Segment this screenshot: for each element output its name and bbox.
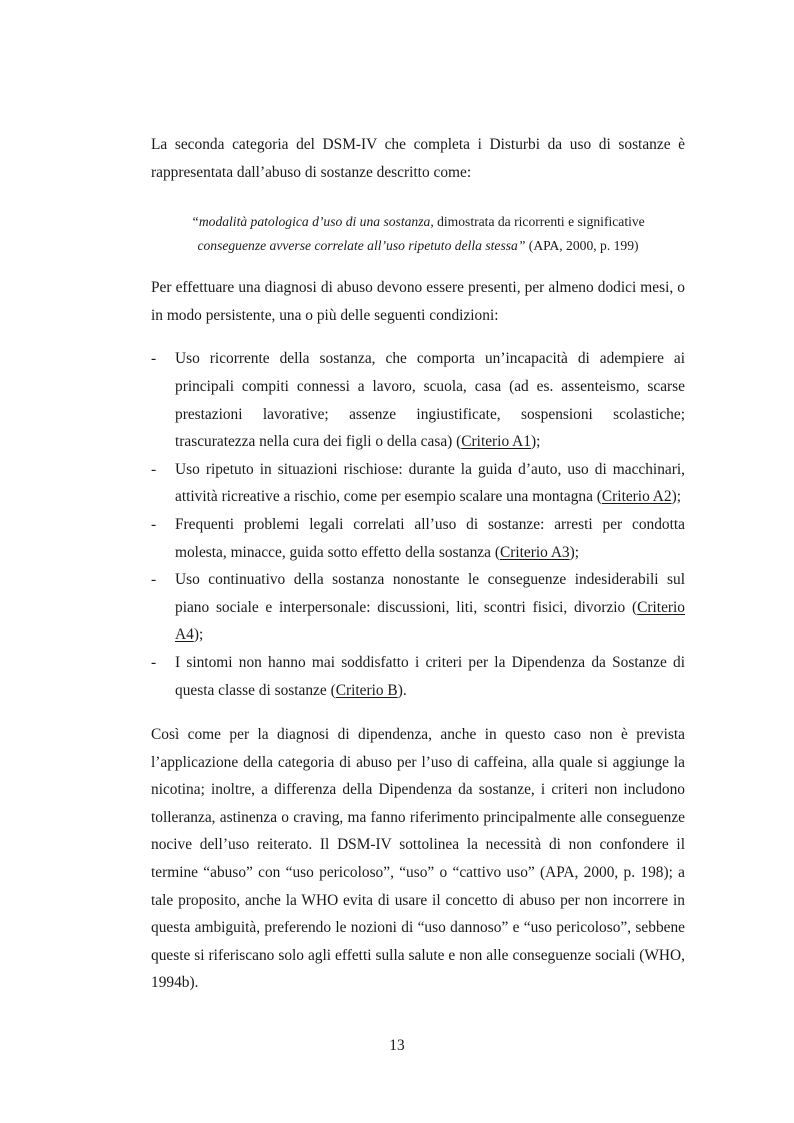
list-item-text: Frequenti problemi legali correlati all’uso di sostanze: arresti per condotta molesta, minacce, guida sotto effetto della sostanza ( bbox=[175, 515, 685, 561]
list-item-suffix: ); bbox=[671, 488, 681, 506]
list-item bbox=[151, 511, 685, 566]
criterion-link[interactable]: Criterio A4 bbox=[175, 598, 685, 644]
criterion-link[interactable]: Criterio B bbox=[335, 681, 398, 699]
page-number: 13 bbox=[389, 1037, 405, 1054]
list-bullet: - bbox=[151, 460, 157, 478]
list-item bbox=[151, 566, 685, 649]
list-bullet: - bbox=[151, 571, 157, 589]
list-item-text: Uso ricorrente della sostanza, che comporta un’incapacità di adempiere ai principali compiti connessi a lavoro, scuola, casa (ad es. assenteismo, scarse prestazioni lavorative; assenze ingiustificate, sospensioni scolastiche; trascuratezza nella cura dei figli o della casa) ( bbox=[175, 350, 685, 451]
block-quote bbox=[151, 210, 685, 258]
list-bullet: - bbox=[151, 653, 157, 671]
criterion-link[interactable]: Criterio A2 bbox=[601, 488, 672, 506]
criterion-link[interactable]: Criterio A3 bbox=[499, 543, 570, 561]
list-item-text: Uso ripetuto in situazioni rischiose: durante la guida d’auto, uso di macchinari, attività ricreative a rischio, come per esempio scalare una montagna ( bbox=[175, 460, 685, 506]
paragraph-discussion: Così come per la diagnosi di dipendenza, anche in questo caso non è prevista l’applicazione della categoria di abuso per l’uso di caffeina, alla quale si aggiunge la nicotina; inoltre, a differenza della Dipendenza da sostanze, i criteri non includono tolleranza, astinenza o craving, ma fanno riferimento principalmente alle conseguenze nocive dell’uso reiterato. Il DSM-IV sottolinea la necessità di non confondere il termine “abuso” con “uso pericoloso”, “uso” o “cattivo uso” (APA, 2000, p. 198); a tale proposito, anche la WHO evita di usare il concetto di abuso per non incorrere in questa ambiguità, preferendo le nozioni di “uso dannoso” e “uso pericoloso”, sebbene queste si riferiscano solo agli effetti sulla salute e non alle conseguenze sociali (WHO, 1994b). bbox=[151, 726, 685, 992]
quote-citation: (APA, 2000, p. 199) bbox=[525, 238, 639, 254]
list-item-suffix: ); bbox=[193, 626, 204, 644]
paragraph-conditions: Per effettuare una diagnosi di abuso devono essere presenti, per almeno dodici mesi, o in modo persistente, una o più delle seguenti condizioni: bbox=[151, 279, 685, 324]
list-item-suffix: ); bbox=[530, 433, 541, 451]
list-item-text: Uso continuativo della sostanza nonostante le conseguenze indesiderabili sul piano sociale e interpersonale: discussioni, liti, scontri fisici, divorzio ( bbox=[175, 571, 685, 616]
quote-plain-part-1: , dimostrata da ricorrenti e significative bbox=[430, 214, 645, 230]
quote-italic-part-2: conseguenze avverse correlate all’uso ripetuto della stessa” bbox=[197, 238, 526, 254]
list-item-suffix: ). bbox=[397, 681, 407, 699]
list-item-text: I sintomi non hanno mai soddisfatto i criteri per la Dipendenza da Sostanze di questa classe di sostanze ( bbox=[175, 653, 685, 699]
list-bullet: - bbox=[151, 515, 157, 533]
document-body bbox=[151, 131, 685, 997]
list-item bbox=[151, 456, 685, 511]
list-bullet: - bbox=[151, 350, 157, 368]
list-item-suffix: ); bbox=[569, 543, 580, 561]
list-item bbox=[151, 649, 685, 704]
criterion-link[interactable]: Criterio A1 bbox=[461, 433, 531, 451]
list-item bbox=[151, 345, 685, 455]
criteria-list bbox=[151, 345, 685, 704]
paragraph-intro: La seconda categoria del DSM-IV che completa i Disturbi da uso di sostanze è rappresentata dall’abuso di sostanze descritto come: bbox=[151, 136, 685, 181]
quote-italic-part-1: “modalità patologica d’uso di una sostanza bbox=[191, 214, 431, 230]
